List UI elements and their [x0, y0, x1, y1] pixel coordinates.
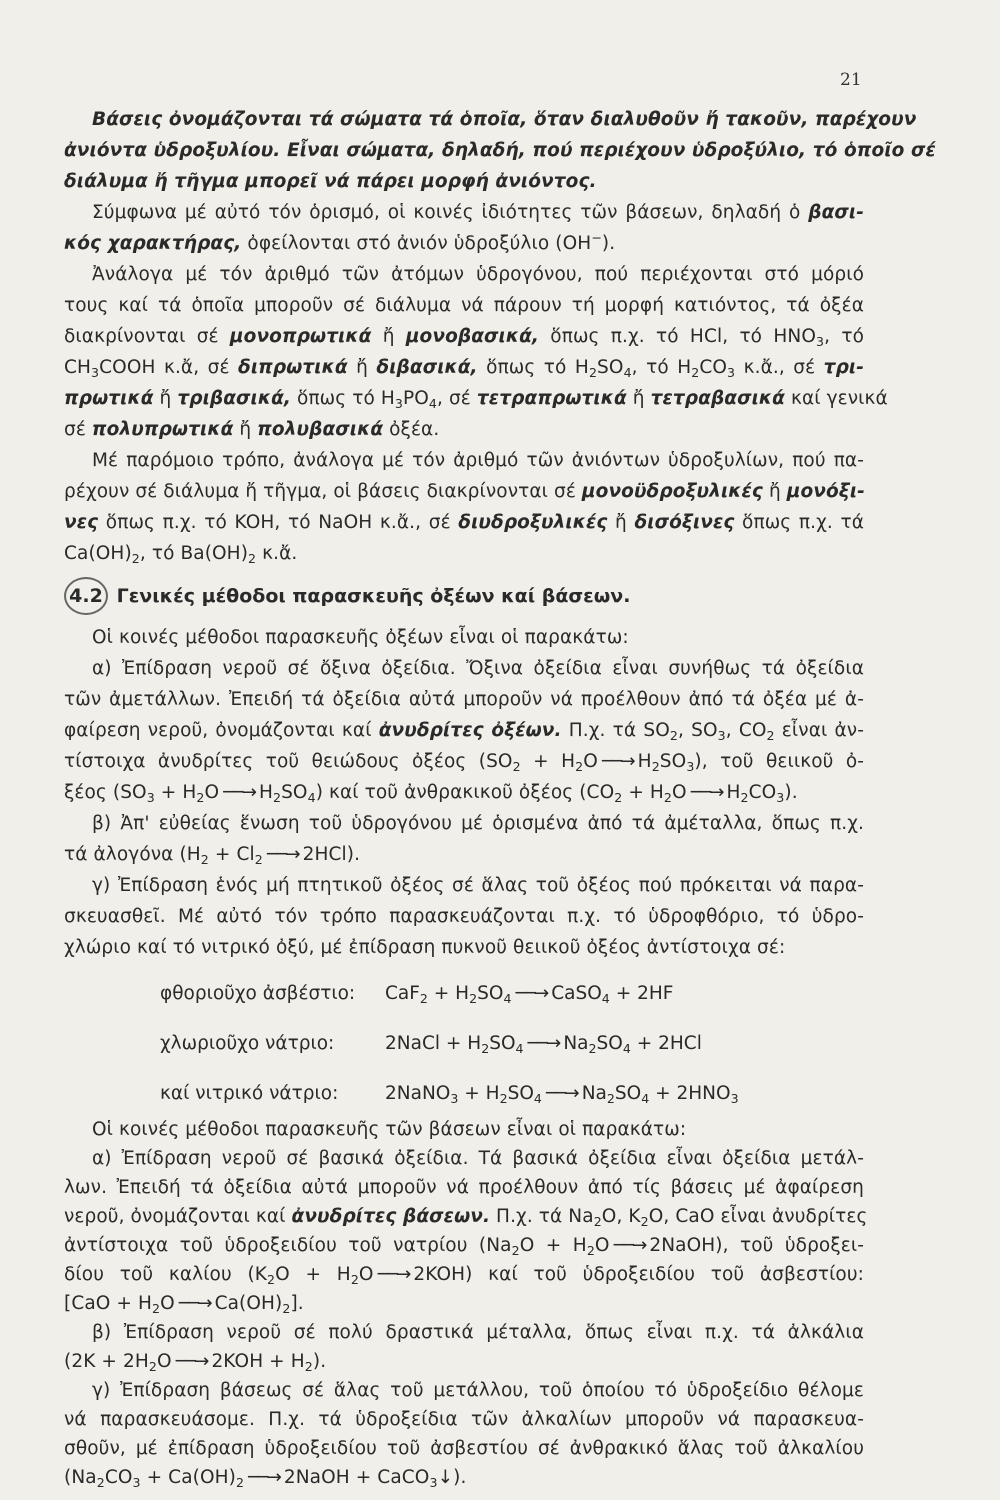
arrow-icon: ──→: [266, 844, 299, 865]
acids-method-a-line-3: φαίρεση νεροῦ, ὀνομάζονται καί ἀνυδρίτες ὀξέων. Π.χ. τά $SO_2$, $SO_3$, $CO_2$ εἶναι ἀν-: [64, 720, 865, 743]
acids-method-a-line-4: τίστοιχα ἀνυδρίτες τοῦ θειώδους ὀξέος ($SO_2 + H_2O$ ──→ $H_2SO_3$), τοῦ θειικοῦ ὀ-: [64, 746, 864, 777]
bases-intro: Οἱ κοινές μέθοδοι παρασκευῆς τῶν βάσεων εἶναι οἱ παρακάτω:: [92, 1119, 687, 1140]
definition-line-2: ἀνιόντα ὑδροξυλίου. Εἶναι σώματα, δηλαδή, πού περιέχουν ὑδροξύλιο, τό ὁποῖο σέ: [64, 140, 936, 161]
arrow-icon: ──→: [175, 1351, 208, 1372]
bases-method-c-line-1: γ) Ἐπίδραση βάσεως σέ ἅλας τοῦ μετάλλου, τοῦ ὁποίου τό ὑδροξείδιο θέλομε: [92, 1380, 864, 1401]
bases-method-a-line-2: λων. Ἐπειδή τά ὀξείδια αὐτά μποροῦν νά προέλθουν ἀπό τίς βάσεις μέ ἀφαίρεση: [64, 1177, 864, 1198]
bases-method-a-line-3: νεροῦ, ὀνομάζονται καί ἀνυδρίτες βάσεων. Π.χ. τά $Na_2O$, $K_2O$, CaO εἶναι ἀνυδρίτες: [64, 1206, 868, 1229]
para-bases-line-4: $Ca(OH)_2$, τό $Ba(OH)_2$ κ.ἄ.: [64, 543, 298, 566]
acids-method-b-line-1: β) Ἀπ' εὐθείας ἕνωση τοῦ ὑδρογόνου μέ ὁρισμένα ἀπό τά ἀμέταλλα, ὅπως π.χ.: [92, 813, 864, 834]
bases-method-c-line-3: σθοῦν, μέ ἐπίδραση ὑδροξειδίου τοῦ ἀσβεστίου σέ ἀνθρακικό ἅλας τοῦ ἀλκαλίου: [64, 1438, 864, 1459]
acids-method-a-line-2: τῶν ἀμετάλλων. Ἐπειδή τά ὀξείδια αὐτά μποροῦν νά προέλθουν ἀπό τά ὀξέα μέ ἀ-: [64, 689, 864, 710]
bases-method-a-line-4: ἀντίστοιχα τοῦ ὑδροξειδίου τοῦ νατρίου ($Na_2O + H_2O$ ──→ 2NaOH), τοῦ ὑδροξει-: [64, 1230, 864, 1261]
definition-line-3: διάλυμα ἤ τῆγμα μπορεῖ νά πάρει μορφή ἀνιόντος.: [64, 171, 597, 192]
equation-3: 2NaNO$_3$ + $H_2SO_4$ ──→ $Na_2SO_4 + 2HNO_3$: [385, 1078, 739, 1109]
definition-line-1: Βάσεις ὀνομάζονται τά σώματα τά ὁποῖα, ὅταν διαλυθοῦν ἤ τακοῦν, παρέχουν: [92, 109, 917, 130]
para-bases-line-2: ρέχουν σέ διάλυμα ἤ τῆγμα, οἱ βάσεις διακρίνονται σέ μονοϋδροξυλικές ἤ μονόξι-: [64, 481, 865, 502]
para-acids-line-5: πρωτικά ἤ τριβασικά, ὅπως τό $H_3PO_4$, σέ τετραπρωτικά ἤ τετραβασικά καί γενικά: [64, 388, 888, 411]
bases-method-c-line-4: ($Na_2CO_3 + Ca(OH)_2$ ──→ 2NaOH + CaCO$_3$↓).: [64, 1462, 864, 1493]
bases-method-a-line-5: δίου τοῦ καλίου ($K_2O + H_2O$ ──→ 2KOH) καί τοῦ ὑδροξειδίου τοῦ ἀσβεστίου:: [64, 1259, 864, 1290]
arrow-icon: ──→: [545, 1083, 578, 1104]
section-title: Γενικές μέθοδοι παρασκευῆς ὀξέων καί βάσεων.: [116, 585, 631, 607]
equation-1: $CaF_2 + H_2SO_4$ ──→ CaSO$_4$ + 2HF: [385, 978, 673, 1009]
para-bases-line-3: νες ὅπως π.χ. τό KOH, τό NaOH κ.ἄ., σέ διυδροξυλικές ἤ δισόξινες ὅπως π.χ. τά: [64, 512, 865, 533]
acids-method-a-line-5: ξέος ($SO_3 + H_2O$ ──→ $H_2SO_4$) καί τοῦ ἀνθρακικοῦ ὀξέος ($CO_2 + H_2O$ ──→ $H_2CO_3$).: [64, 777, 864, 808]
acids-intro: Οἱ κοινές μέθοδοι παρασκευῆς ὀξέων εἶναι οἱ παρακάτω:: [92, 627, 629, 648]
equation-1-label: φθοριοῦχο ἀσβέστιο:: [160, 983, 356, 1004]
section-number: 4.2: [64, 577, 108, 615]
para-acids-line-2: τους καί τά ὁποῖα μποροῦν σέ διάλυμα νά πάρουν τή μορφή κατιόντος, τά ὀξέα: [64, 295, 864, 316]
acids-method-c-line-1: γ) Ἐπίδραση ἑνός μή πτητικοῦ ὀξέος σέ ἅλας τοῦ ὀξέος πού πρόκειται νά παρα-: [92, 875, 864, 896]
para-acids-line-1: Ἀνάλογα μέ τόν ἀριθμό τῶν ἀτόμων ὑδρογόνου, πού περιέχονται στό μόριό: [92, 264, 864, 285]
arrow-icon: ──→: [248, 1467, 280, 1488]
equation-2: 2NaCl + $H_2SO_4$ ──→ $Na_2SO_4 + 2HCl$: [385, 1028, 702, 1059]
bases-method-c-line-2: νά παρασκευάσομε. Π.χ. τά ὑδροξείδια τῶν ἀλκαλίων μποροῦν νά παρασκευα-: [64, 1409, 864, 1430]
acids-method-c-line-3: χλώριο καί τό νιτρικό ὀξύ, μέ ἐπίδραση πυκνοῦ θειικοῦ ὀξέος ἀντίστοιχα σέ:: [64, 937, 786, 958]
arrow-icon: ──→: [613, 1235, 646, 1256]
arrow-icon: ──→: [223, 782, 255, 803]
para-acids-line-6: σέ πολυπρωτικά ἤ πολυβασικά ὀξέα.: [64, 419, 440, 440]
page-number: 21: [840, 70, 862, 90]
acids-method-b-line-2: τά ἀλογόνα ($H_2 + Cl_2$ ──→ 2HCl).: [64, 839, 864, 870]
arrow-icon: ──→: [515, 983, 548, 1004]
arrow-icon: ──→: [527, 1033, 560, 1054]
para-basic-character-line-1: Σύμφωνα μέ αὐτό τόν ὁρισμό, οἱ κοινές ἰδιότητες τῶν βάσεων, δηλαδή ὁ βασι-: [92, 202, 864, 223]
bases-method-b-line-1: β) Ἐπίδραση νεροῦ σέ πολύ δραστικά μέταλλα, ὅπως εἶναι π.χ. τά ἀλκάλια: [92, 1322, 864, 1343]
arrow-icon: ──→: [178, 1293, 211, 1314]
para-basic-character-line-2: κός χαρακτήρας, ὀφείλονται στό ἀνιόν ὑδροξύλιο (OH−).: [64, 230, 616, 254]
para-acids-line-4: $CH_3COOH$ κ.ἄ, σέ διπρωτικά ἤ διβασικά, ὅπως τό $H_2SO_4$, τό $H_2CO_3$ κ.ἄ., σέ τρι-: [64, 357, 864, 380]
acids-method-c-line-2: σκευασθεῖ. Μέ αὐτό τόν τρόπο παρασκευάζονται π.χ. τό ὑδροφθόριο, τό ὑδρο-: [64, 906, 864, 927]
bases-method-a-line-6: [$CaO + H_2O$ ──→ $Ca(OH)_2$].: [64, 1288, 864, 1319]
arrow-icon: ──→: [690, 782, 723, 803]
section-heading: [64, 576, 630, 616]
bases-method-b-line-2: ($2K + 2H_2O$ ──→ $2KOH + H_2$).: [64, 1346, 864, 1377]
bases-method-a-line-1: α) Ἐπίδραση νεροῦ σέ βασικά ὀξείδια. Τά βασικά ὀξείδια εἶναι ὀξείδια μετάλ-: [92, 1148, 864, 1169]
acids-method-a-line-1: α) Ἐπίδραση νεροῦ σέ ὄξινα ὀξείδια. Ὄξινα ὀξείδια εἶναι συνήθως τά ὀξείδια: [92, 658, 864, 679]
arrow-icon: ──→: [377, 1264, 410, 1285]
para-bases-line-1: Μέ παρόμοιο τρόπο, ἀνάλογα μέ τόν ἀριθμό τῶν ἀνιόντων ὑδροξυλίων, πού πα-: [92, 450, 864, 471]
arrow-icon: ──→: [601, 751, 634, 772]
equation-2-label: χλωριοῦχο νάτριο:: [160, 1033, 335, 1054]
para-acids-line-3: διακρίνονται σέ μονοπρωτικά ἤ μονοβασικά, ὅπως π.χ. τό HCl, τό $HNO_3$, τό: [64, 326, 864, 349]
equation-3-label: καί νιτρικό νάτριο:: [160, 1083, 339, 1104]
